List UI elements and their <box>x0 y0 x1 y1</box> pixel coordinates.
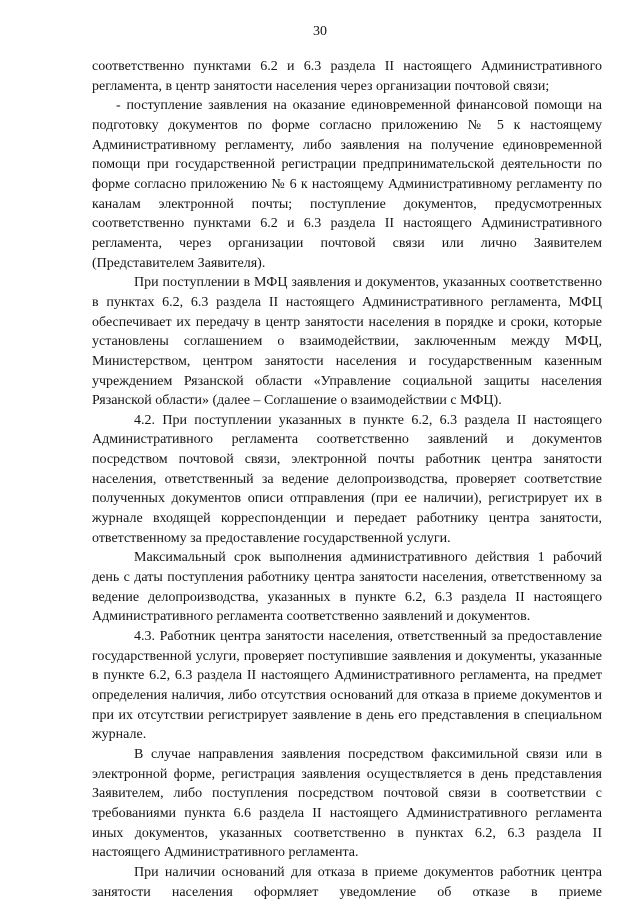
paragraph-continuation: соответственно пунктами 6.2 и 6.3 раздела II настоящего Административного регламента, в центр занятости населения через организации почтовой связи; <box>92 59 602 94</box>
paragraph-fax-electronic: В случае направления заявления посредством факсимильной связи или в электронной форме, регистрация заявления осуществляется в день представления Заявителем, либо поступления посредством почтовой связи в соответствии с требованиями пункта 6.6 раздела II настоящего Административного регламента иных документов, указанных соответственно в пунктах 6.2, 6.3 раздела II настоящего Административного регламента. <box>92 746 602 861</box>
paragraph-refusal-notice: При наличии оснований для отказа в приеме документов работник центра занятости населения оформляет уведомление об отказе в приеме <box>92 864 602 900</box>
paragraph-clause-4-2: 4.2. При поступлении указанных в пункте 6.2, 6.3 раздела II настоящего Административного регламента соответственно заявлений и документов посредством почтовой связи, электронной почты работник центра занятости населения, ответственный за ведение делопроизводства, проверяет соответствие полученных документов описи отправления (при ее наличии), регистрирует их в журнале входящей корреспонденции и передает работнику центра занятости, ответственному за предоставление государственной услуги. <box>92 412 602 546</box>
paragraph-mfc-transfer: При поступлении в МФЦ заявления и документов, указанных соответственно в пунктах 6.2, 6.3 раздела II настоящего Административного регламента, МФЦ обеспечивает их передачу в центр занятости населения в порядке и сроки, которые установлены соглашением о взаимодействии, заключенным между МФЦ, Министерством, центром занятости населения и государственным казенным учреждением Рязанской области «Управление социальной защиты населения Рязанской области» (далее – Соглашение о взаимодействии с МФЦ). <box>92 275 602 409</box>
paragraph-max-term: Максимальный срок выполнения административного действия 1 рабочий день с даты поступления работнику центра занятости населения, ответственному за ведение делопроизводства, указанных в пункте 6.2, 6.3 раздела II настоящего Административного регламента соответственно заявлений и документов. <box>92 550 602 625</box>
page-number: 30 <box>313 24 327 39</box>
document-body <box>92 57 602 902</box>
paragraph-list-item: - поступление заявления на оказание единовременной финансовой помощи на подготовку документов по форме согласно приложению № 5 к настоящему Административному регламенту, либо заявления на получение единовременной помощи при государственной регистрации предпринимательской деятельности по форме согласно приложению № 6 к настоящему Административному регламенту по каналам электронной почты; поступление документов, предусмотренных соответственно пунктами 6.2 и 6.3 раздела II настоящего Административного регламента, через организации почтовой связи или лично Заявителем (Представителем Заявителя). <box>92 98 602 271</box>
paragraph-clause-4-3: 4.3. Работник центра занятости населения, ответственный за предоставление государственной услуги, проверяет поступившие заявления и документы, указанные в пункте 6.2, 6.3 раздела II настоящего Административного регламента, на предмет определения наличия, либо отсутствия оснований для отказа в приеме документов и при их отсутствии регистрирует заявление в день его представления в специальном журнале. <box>92 629 602 743</box>
